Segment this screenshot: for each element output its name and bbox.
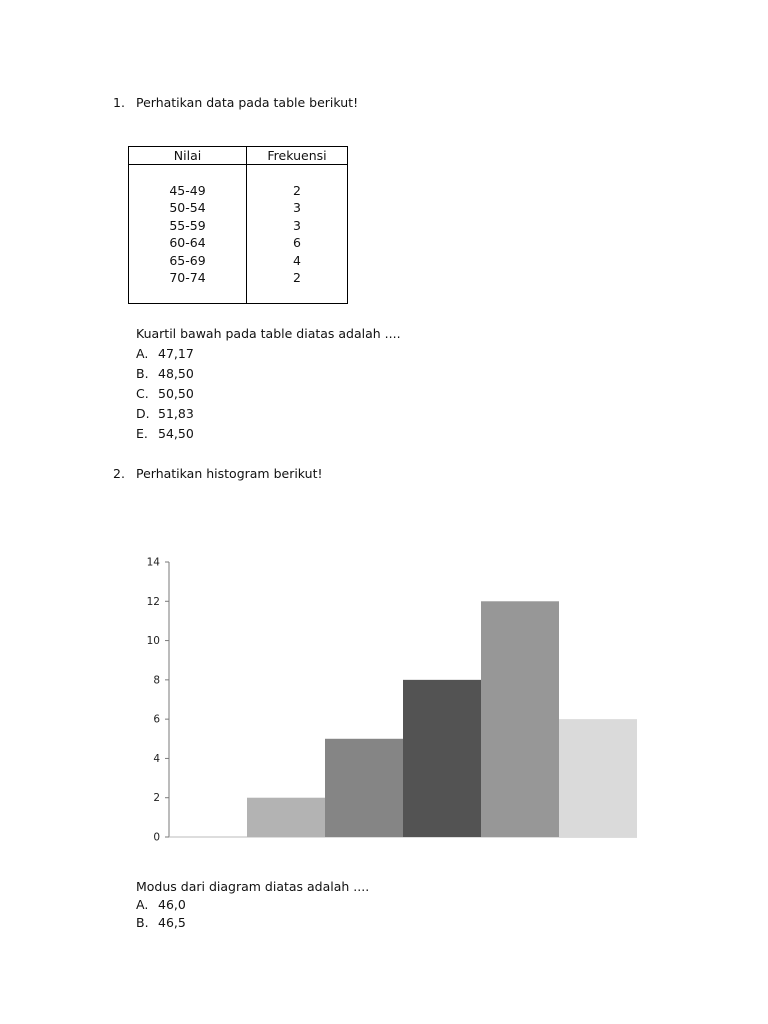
y-tick-label: 4 [153, 752, 160, 765]
option-letter: E. [136, 426, 148, 441]
histogram-bar [481, 601, 559, 837]
option-letter: D. [136, 406, 150, 421]
table-cell-nilai: 55-59 [169, 217, 206, 233]
question-2-option-a [136, 897, 186, 912]
histogram-bar [559, 719, 637, 837]
table-cell-nilai: 60-64 [169, 235, 206, 251]
question-1-number: 1. [113, 95, 125, 110]
y-tick-label: 10 [146, 635, 160, 648]
y-tick-label: 12 [146, 595, 160, 608]
question-2-number: 2. [113, 466, 125, 481]
histogram-bar [247, 798, 325, 837]
table-cell-frekuensi: 3 [293, 217, 301, 233]
y-tick-label: 8 [153, 674, 160, 687]
option-text: 46,0 [158, 897, 186, 912]
table-header-nilai: Nilai [129, 147, 247, 165]
option-text: 46,5 [158, 915, 186, 930]
option-letter: B. [136, 366, 149, 381]
option-text: 51,83 [158, 406, 194, 421]
option-text: 47,17 [158, 346, 194, 361]
question-1-prompt: Perhatikan data pada table berikut! [136, 95, 359, 110]
option-text: 50,50 [158, 386, 194, 401]
option-text: 48,50 [158, 366, 194, 381]
histogram-bar [403, 680, 481, 837]
table-cell-nilai: 45-49 [169, 183, 206, 198]
table-cell-frekuensi: 2 [293, 269, 301, 285]
option-letter: A. [136, 346, 149, 361]
option-letter: B. [136, 915, 149, 930]
y-tick-label: 14 [146, 556, 160, 569]
table-cell-nilai: 65-69 [169, 252, 206, 268]
histogram-bar [325, 739, 403, 837]
table-cell-frekuensi: 6 [293, 235, 301, 251]
question-2-sub-question: Modus dari diagram diatas adalah .... [136, 879, 370, 894]
table-cell-frekuensi: 3 [293, 200, 301, 216]
option-letter: C. [136, 386, 149, 401]
question-1-sub-question: Kuartil bawah pada table diatas adalah .... [136, 326, 401, 341]
question-2-prompt: Perhatikan histogram berikut! [136, 466, 323, 481]
question-2-option-b [136, 915, 186, 930]
table-cell-nilai: 70-74 [169, 269, 206, 285]
option-text: 54,50 [158, 426, 194, 441]
option-letter: A. [136, 897, 149, 912]
table-cell-nilai: 50-54 [169, 200, 206, 216]
table-cell-frekuensi: 2 [293, 183, 301, 198]
y-tick-label: 6 [153, 713, 160, 726]
table-header-frekuensi: Frekuensi [247, 147, 348, 165]
table-cell-frekuensi: 4 [293, 252, 301, 268]
y-tick-label: 2 [153, 792, 160, 805]
y-tick-label: 0 [153, 831, 160, 844]
